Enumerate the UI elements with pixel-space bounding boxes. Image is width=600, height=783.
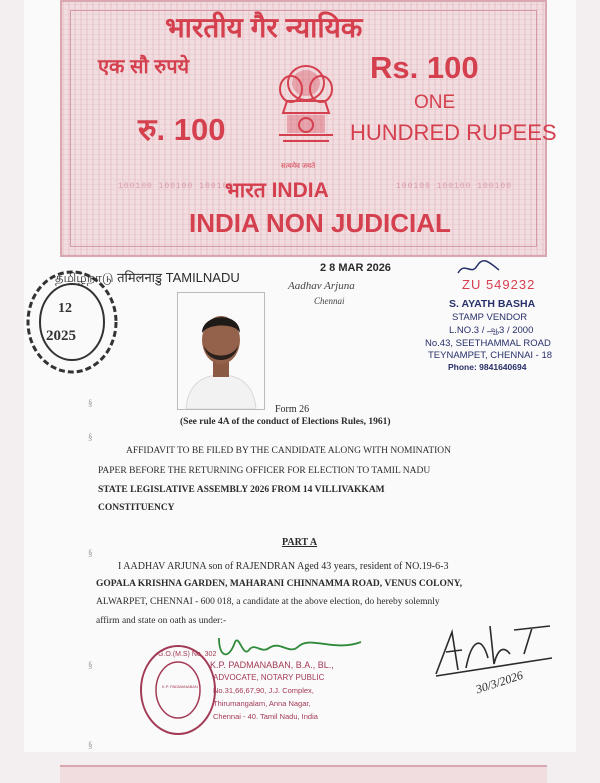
notary-address-3: Chennai - 40. Tamil Nadu, India <box>213 712 318 721</box>
form-subtitle: (See rule 4A of the conduct of Elections Rules, 1961) <box>180 417 391 427</box>
vendor-phone: Phone: 9841640694 <box>448 362 527 372</box>
notary-address-1: No.31,66,67,90, J.J. Complex, <box>213 686 314 695</box>
serial-signature-icon <box>455 258 501 278</box>
notary-name: K.P. PADMANABAN, B.A., BL., <box>210 660 334 670</box>
part-a-line-1: I AADHAV ARJUNA son of RAJENDRAN Aged 43 years, resident of NO.19-6-3 <box>118 561 449 572</box>
candidate-sign-date: 30/3/2026 <box>474 667 525 697</box>
affidavit-line-2: PAPER BEFORE THE RETURNING OFFICER FOR ELECTION TO TAMIL NADU <box>98 466 431 476</box>
stamp-guilloche-right: 100100 100100 100100 <box>396 182 513 191</box>
stamp-serial-number: ZU 549232 <box>462 277 536 292</box>
part-a-line-3: ALWARPET, CHENNAI - 600 018, a candidate at the above election, do hereby solemnly <box>96 597 440 607</box>
candidate-portrait-icon <box>178 293 264 409</box>
stamp-bharat-india: भारत INDIA <box>225 179 329 202</box>
vendor-address-1: No.43, SEETHAMMAL ROAD <box>425 338 551 349</box>
candidate-photo <box>177 292 265 410</box>
stamp-date: 2 8 MAR 2026 <box>320 262 391 274</box>
margin-mark: § <box>88 432 93 442</box>
margin-mark: § <box>88 660 93 670</box>
stamp-hindi-value-numeric: रु. 100 <box>138 112 226 147</box>
margin-mark: § <box>88 398 93 408</box>
stamp-hindi-title: भारतीय गैर न्यायिक <box>165 12 363 43</box>
part-a-line-4: affirm and state on oath as under:- <box>96 616 227 626</box>
affidavit-line-4: CONSTITUENCY <box>98 503 175 513</box>
stamp-hundred-rupees: HUNDRED RUPEES <box>350 120 557 145</box>
notary-title: ADVOCATE, NOTARY PUBLIC <box>213 673 325 682</box>
stamp-hindi-value-words: एक सौ रुपये <box>98 56 190 78</box>
affidavit-line-3: STATE LEGISLATIVE ASSEMBLY 2026 FROM 14 VILLIVAKKAM <box>98 485 385 495</box>
form-title: Form 26 <box>275 404 310 415</box>
stamp-english-value: Rs. 100 <box>370 50 479 85</box>
vendor-address-2: TEYNAMPET, CHENNAI - 18 <box>428 350 553 361</box>
ashoka-emblem-icon <box>265 55 347 165</box>
vendor-license: L.NO.3 / ஆ3 / 2000 <box>449 325 534 336</box>
notary-seal-inner: K.P. PADMANABAN <box>162 684 198 689</box>
notary-seal-text: G.O.(M.S) No. 302 <box>158 651 217 658</box>
notary-round-seal-icon <box>138 642 218 738</box>
svg-text:12: 12 <box>58 301 72 316</box>
candidate-signature-icon <box>432 618 556 680</box>
round-seal-date: 2025 <box>46 328 76 344</box>
notary-address-2: Thirumangalam, Anna Nagar, <box>213 699 311 708</box>
vendor-name: S. AYATH BASHA <box>449 298 536 310</box>
vendor-title: STAMP VENDOR <box>452 312 528 323</box>
notary-signature-icon <box>215 628 365 664</box>
stamp-one: ONE <box>414 92 456 113</box>
part-a-heading: PART A <box>282 537 318 548</box>
margin-mark: § <box>88 548 93 558</box>
margin-mark: § <box>88 740 93 750</box>
stamp-motto: सत्यमेव जयते <box>281 163 316 170</box>
next-stamp-paper-edge <box>60 765 547 783</box>
affidavit-line-1: AFFIDAVIT TO BE FILED BY THE CANDIDATE ALONG WITH NOMINATION <box>126 446 452 456</box>
stamp-guilloche-left: 100100 100100 100100 <box>118 182 235 191</box>
purchaser-city: Chennai <box>314 296 345 306</box>
part-a-line-2: GOPALA KRISHNA GARDEN, MAHARANI CHINNAMMA ROAD, VENUS COLONY, <box>96 579 463 589</box>
tamilnadu-label: தமிழ்நாடு तमिलनाडु TAMILNADU <box>55 270 240 285</box>
stamp-india-non-judicial: INDIA NON JUDICIAL <box>189 208 451 238</box>
purchaser-name: Aadhav Arjuna <box>288 280 355 292</box>
